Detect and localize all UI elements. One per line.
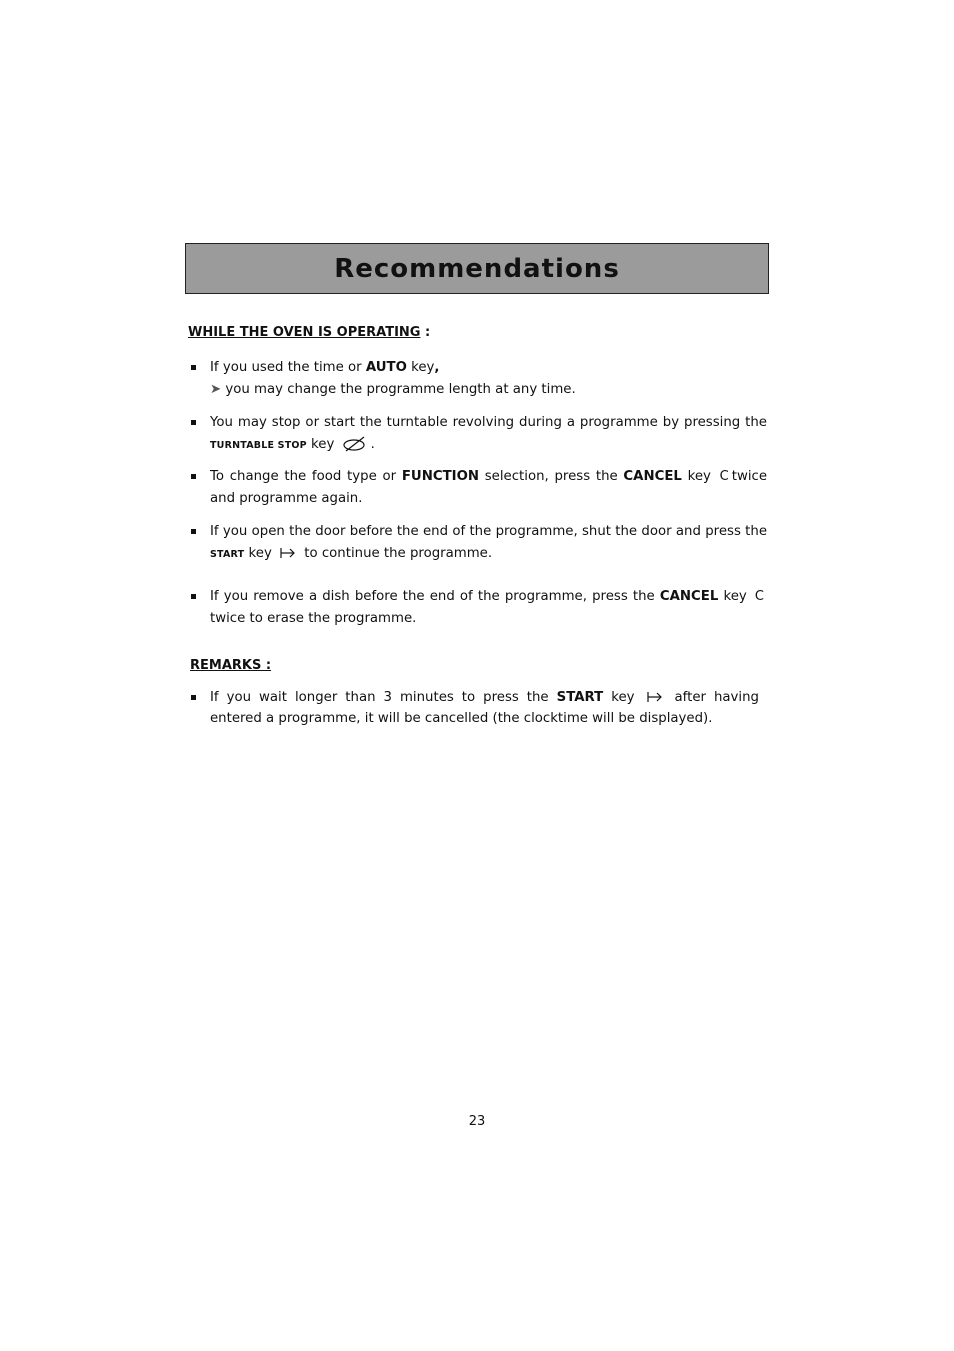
bullet-mark (191, 529, 196, 534)
turntable-stop-icon (342, 436, 368, 452)
text: key (244, 546, 272, 561)
text: You may stop or start the turntable revolving during a programme by pressing the (210, 415, 767, 430)
text: key (406, 360, 435, 375)
cancel-key-label: CANCEL (659, 589, 719, 604)
cancel-icon: C (719, 469, 729, 484)
cancel-icon: C (754, 589, 764, 604)
start-icon (646, 690, 664, 704)
arrow-icon: ➤ (210, 382, 222, 397)
item-text (210, 687, 759, 729)
text: to continue the programme. (300, 546, 493, 561)
bullet-mark (191, 420, 196, 425)
item-text (210, 412, 767, 457)
item-text (210, 357, 767, 401)
bullet-mark (191, 365, 196, 370)
text: To change the food type or (210, 469, 402, 484)
list-item (191, 412, 767, 457)
heading-text: REMARKS : (190, 658, 272, 673)
section-heading-remarks (190, 657, 271, 675)
text: twice and programme again. (210, 469, 768, 506)
text: If you open the door before the end of the programme, shut the door and press the (210, 524, 767, 539)
heading-suffix: : (420, 325, 431, 340)
text: selection, press the (479, 469, 624, 484)
heading-text: WHILE THE OVEN IS OPERATING (188, 325, 421, 340)
start-key-label: START (210, 549, 245, 560)
start-key-label: START (556, 690, 604, 705)
text: key (306, 437, 335, 452)
item-text (210, 586, 767, 630)
text: . (370, 437, 375, 452)
cancel-key-label: CANCEL (623, 469, 682, 484)
text: you may change the programme length at any time. (221, 382, 576, 397)
turntable-stop-key-label: TURNTABLE STOP (210, 440, 307, 451)
text: twice to erase the programme. (210, 611, 417, 626)
section-heading-operating (188, 324, 430, 342)
list-item (191, 357, 767, 401)
text: If you used the time or (210, 360, 366, 375)
text: key (718, 589, 747, 604)
list-item (191, 521, 767, 566)
text: after having entered a programme, it will be cancelled (the clocktime will be displayed). (210, 690, 759, 726)
item-text (210, 466, 767, 510)
list-item (191, 466, 767, 510)
list-item (191, 586, 767, 630)
page-title: Recommendations (334, 253, 620, 284)
bullet-mark (191, 474, 196, 479)
text: key (603, 690, 635, 705)
function-key-label: FUNCTION (401, 469, 480, 484)
bullet-mark (191, 594, 196, 599)
text: key (681, 469, 711, 484)
item-text (210, 521, 767, 566)
text: If you wait longer than 3 minutes to press the (210, 690, 557, 705)
bullet-mark (191, 695, 196, 700)
title-banner (185, 243, 769, 294)
list-item (191, 687, 759, 729)
text: , (434, 360, 440, 375)
page-number: 23 (468, 1114, 486, 1129)
start-icon (279, 546, 297, 560)
text: If you remove a dish before the end of the programme, press the (210, 589, 660, 604)
auto-key-label: AUTO (365, 360, 407, 375)
